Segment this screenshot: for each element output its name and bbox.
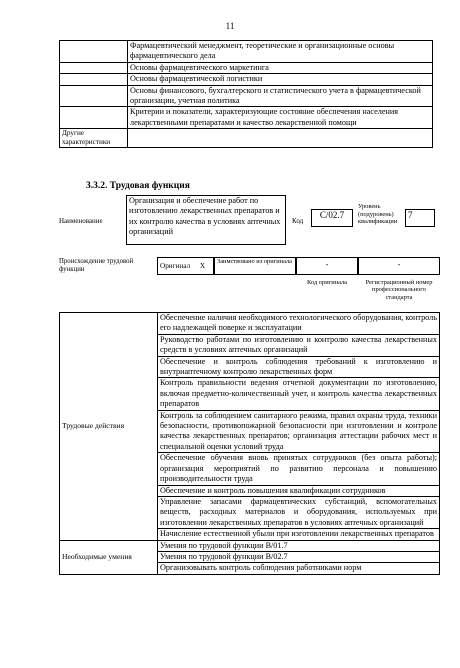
row-label: Другие характеристики xyxy=(60,129,128,148)
row-label xyxy=(60,107,128,129)
skills-label: Необходимые умения xyxy=(60,540,158,574)
original-code-cell: - xyxy=(296,257,358,275)
knowledge-item: Критерии и показатели, характеризующие состояние обеспечения населения лекарственными препаратами и качество лекарственной помощи xyxy=(128,107,433,129)
action-item: Начисление естественной убыли при изготовлении лекарственных препаратов xyxy=(158,529,440,540)
original-cell xyxy=(157,257,214,275)
action-item: Обеспечение обучения вновь принятых сотрудников (без опыта работы); организация мероприятий по развитию персонала и повышению производительности труда xyxy=(158,453,440,485)
knowledge-item: Основы фармацевтической логистики xyxy=(128,74,433,85)
code-label: Код xyxy=(292,217,304,225)
skill-item: Умения по трудовой функции В/01.7 xyxy=(158,540,440,551)
table-row xyxy=(60,129,433,148)
actions-table xyxy=(59,312,440,575)
table-row xyxy=(60,41,433,63)
row-label xyxy=(60,41,128,63)
table-row xyxy=(60,85,433,107)
row-label xyxy=(60,85,128,107)
table-row xyxy=(60,313,440,335)
function-name: Организация и обеспечение работ по изготовлению лекарственных препаратов и их контролю качества в условиях аптечных организаций xyxy=(126,195,286,245)
level-value: 7 xyxy=(405,209,435,227)
reg-number-cell: - xyxy=(358,257,440,275)
knowledge-item: Основы финансового, бухгалтерского и статистического учета в фармацевтической организации, учетная политика xyxy=(128,85,433,107)
origin-label: Происхождение трудовой функции xyxy=(59,258,134,273)
action-item: Руководство работами по изготовлению и контролю качества лекарственных средств в условиях аптечных организаций xyxy=(158,334,440,356)
table-row xyxy=(60,62,433,73)
actions-label: Трудовые действия xyxy=(60,313,158,541)
knowledge-item xyxy=(128,129,433,148)
level-label: Уровень (подуровень) квалификации xyxy=(358,203,398,226)
section-heading: 3.3.2. Трудовая функция xyxy=(86,181,190,191)
knowledge-table xyxy=(59,40,433,148)
table-row xyxy=(60,540,440,551)
page-number: 11 xyxy=(225,21,235,31)
original-mark: X xyxy=(199,262,206,270)
action-item: Управление запасами фармацевтических субстанций, вспомогательных веществ, расходных материалов и оборудования, используемых при изготовлении лекарственных препаратов в условиях аптечных организаций xyxy=(158,496,440,528)
name-label: Наименование xyxy=(59,217,103,225)
borrowed-cell: Заимствовано из оригинала xyxy=(214,257,296,275)
table-row xyxy=(60,74,433,85)
action-item: Обеспечение и контроль повышения квалификации сотрудников xyxy=(158,485,440,496)
skill-item: Умения по трудовой функции В/02.7 xyxy=(158,551,440,562)
skill-item: Организовывать контроль соблюдения работниками норм xyxy=(158,563,440,574)
action-item: Обеспечение наличия необходимого технологического оборудования, контроль его надлежащей поверке и эксплуатации xyxy=(158,313,440,335)
table-row xyxy=(60,107,433,129)
original-code-caption: Код оригинала xyxy=(307,279,347,286)
knowledge-item: Основы фармацевтического маркетинга xyxy=(128,62,433,73)
row-label xyxy=(60,74,128,85)
action-item: Обеспечение и контроль соблюдения требований к изготовлению и внутриаптечному контролю лекарственных форм xyxy=(158,356,440,378)
knowledge-item: Фармацевтический менеджмент, теоретические и организационные основы фармацевтического дела xyxy=(128,41,433,63)
reg-number-caption: Регистрационный номер профессионального стандарта xyxy=(365,279,433,301)
action-item: Контроль за соблюдением санитарного режима, правил охраны труда, техники безопасности, противопожарной безопасности при изготовлении и контроле качества лекарственных препаратов; организация аттестации рабочих мест и специальной оценки условий труда xyxy=(158,410,440,453)
row-label xyxy=(60,62,128,73)
action-item: Контроль правильности ведения отчетной документации по изготовлению, включая предметно-количественный учет, и контроль качества лекарственных препаратов xyxy=(158,378,440,410)
original-label: Оригинал xyxy=(160,262,191,270)
code-value: C/02.7 xyxy=(311,209,353,227)
